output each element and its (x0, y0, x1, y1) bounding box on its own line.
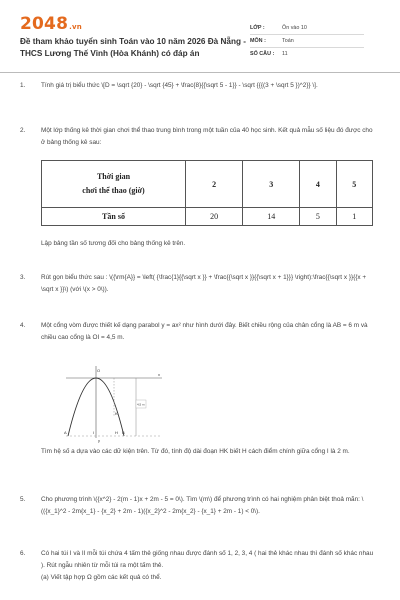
question-number: 2. (20, 127, 26, 134)
question-text: Cho phương trình \({x^2} - 2(m - 1)x + 2m - 5 = 0\). Tìm \(m\) để phương trình có hai nghiệm phân biệt thoả mãn: \(({x_1}^2 - 2m{x_1} - {x_2} + 2m - 1)({x_2}^2 - 2m{x_2} - {x_1} + 2m - 1) < 0\). (41, 496, 364, 515)
question-2-followup (20, 238, 374, 250)
question-text: Một lớp thống kê thời gian chơi thể thao trung bình trong một tuần của 40 học sinh. Kết quả mẫu số liệu đó được cho ở bảng thống kê sau: (41, 127, 373, 146)
label-b: B (122, 430, 125, 435)
header-divider (0, 72, 400, 73)
page-header (20, 14, 380, 72)
question-number: 6. (20, 550, 26, 557)
label-h: H (115, 430, 118, 435)
page-title: Đề tham khảo tuyển sinh Toán vào 10 năm 2026 Đà Nẵng - THCS Lương Thế Vinh (Hòa Khánh) có đáp án (20, 37, 246, 58)
question-4 (20, 320, 374, 344)
meta-key: SỐ CÂU : (250, 51, 275, 57)
label-a: A (64, 430, 67, 435)
logo-text: 2048 (20, 14, 69, 34)
question-text: Tính giá trị biểu thức \[D = \sqrt {20} - \sqrt {45} + \frac{8}{{\sqrt 5 - 1}} - \sqrt {{{(3 + \sqrt 5 })^2}} \]. (41, 82, 318, 89)
table-cell: 3 (243, 161, 300, 208)
table-header-cell: Tần số (42, 208, 186, 226)
statistics-table (41, 160, 373, 226)
table-cell: 5 (336, 161, 372, 208)
meta-key: LỚP : (250, 25, 265, 31)
meta-row-subject (250, 35, 364, 48)
question-text: Rút gọn biểu thức sau : \({\rm{A}} = \left( {\frac{1}{{\sqrt x }} + \frac{{\sqrt x }}{{\sqrt x + 1}}} \right):\frac{{\sqrt x }}{{x + \sqrt x }}\) (với \(x > 0\)). (41, 274, 367, 293)
question-text: Một cổng vòm được thiết kế dạng parabol y = ax² như hình dưới đây. Biết chiều rộng của chân cổng là AB = 6 m và chiều cao cổng là OI = 4,5 m. (41, 322, 368, 341)
question-number: 3. (20, 274, 26, 281)
label-k: K (115, 411, 118, 416)
table-header-cell (42, 161, 186, 208)
question-number: 5. (20, 496, 26, 503)
parabola-gate-figure (62, 364, 177, 444)
question-4-followup (20, 446, 374, 458)
label-y: y (98, 438, 100, 443)
question-5 (20, 494, 374, 518)
table-row (42, 161, 373, 208)
question-3 (20, 272, 374, 296)
question-number: 4. (20, 322, 26, 329)
header-label-line2: chơi thể thao (giờ) (82, 186, 145, 195)
table-cell: 20 (186, 208, 243, 226)
question-sub-part: (a) Viết tập hợp Ω gồm các kết quả có thể. (41, 574, 162, 581)
exam-meta-table (250, 22, 364, 60)
meta-value: Toán (282, 38, 294, 44)
table-cell: 4 (300, 161, 336, 208)
label-x: x (158, 372, 160, 377)
table-cell: 5 (300, 208, 336, 226)
meta-value: Ôn vào 10 (282, 25, 307, 31)
meta-row-class (250, 22, 364, 35)
meta-row-count (250, 48, 364, 60)
table-row (42, 208, 373, 226)
label-i: I (93, 430, 95, 435)
question-2 (20, 125, 374, 149)
question-followup-text: Tìm hệ số a dựa vào các dữ kiện trên. Từ đó, tính độ dài đoạn HK biết H cách điểm chính giữa cổng I là 2 m. (41, 448, 350, 455)
header-label-line1: Thời gian (96, 172, 131, 181)
question-1 (20, 80, 374, 92)
question-number: 1. (20, 82, 26, 89)
table-cell: 1 (336, 208, 372, 226)
height-label: 4,5 m (137, 402, 145, 407)
meta-key: MÔN : (250, 38, 266, 44)
label-o: O (97, 368, 101, 373)
table-cell: 2 (186, 161, 243, 208)
table-cell: 14 (243, 208, 300, 226)
meta-value: 11 (282, 51, 288, 57)
site-logo[interactable] (20, 14, 82, 34)
question-6 (20, 548, 374, 584)
logo-suffix: .vn (69, 23, 82, 31)
question-text: Có hai túi I và II mỗi túi chứa 4 tấm thẻ giống nhau được đánh số 1, 2, 3, 4 ( hai thẻ khác nhau thì đánh số khác nhau ). Rút ngẫu nhiên từ mỗi túi ra một tấm thẻ. (41, 550, 374, 569)
question-followup-text: Lập bảng tần số tương đối cho bảng thống kê trên. (41, 240, 186, 247)
